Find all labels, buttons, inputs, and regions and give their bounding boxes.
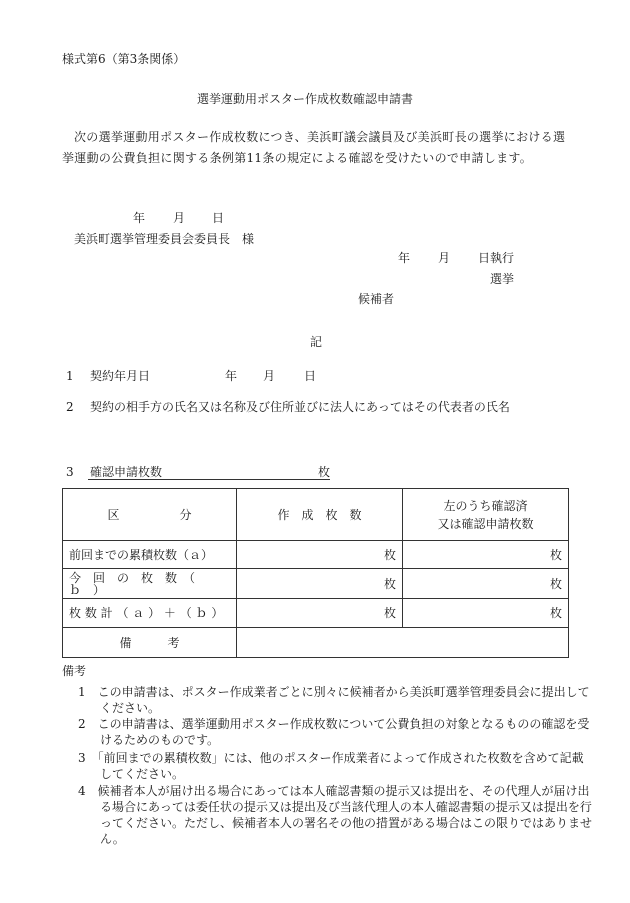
note-item: 3 「前回までの累積枚数」には、他のポスター作成業者によって作成された枚数を含めて記載してください。 [78,751,584,781]
item2-label: 契約の相手方の氏名又は名称及び住所並びに法人にあってはその代表者の氏名 [90,400,510,414]
item3-label: 確認申請枚数 [90,465,163,479]
row-label: 今 回 の 枚 数 （ ｂ ） [63,569,237,599]
confirmed-cell[interactable]: 枚 [403,541,569,569]
created-cell[interactable]: 枚 [237,541,403,569]
date-day: 日 [212,211,225,225]
confirmed-cell[interactable]: 枚 [403,599,569,628]
document-title: 選挙運動用ポスター作成枚数確認申請書 [197,92,414,106]
election-year: 年 [398,251,411,265]
note-item: 2 この申請書は、選挙運動用ポスター作成枚数について公費負担の対象となるものの確認を受けるためのものです。 [78,717,590,747]
intro-paragraph: 次の選挙運動用ポスター作成枚数につき、美浜町議会議員及び美浜町長の選挙における選挙運動の公費負担に関する条例第11条の規定による確認を受けたいので申請します。 [62,130,566,165]
addressee: 美浜町選挙管理委員会委員長 様 [74,232,255,246]
count-table [62,488,569,658]
item1-label: 契約年月日 [90,369,151,383]
table-header-row [63,489,569,541]
item1-year: 年 [225,369,238,383]
item3-number: 3 [66,465,74,479]
item2-number: 2 [66,400,74,414]
item1-day: 日 [304,369,317,383]
item1-number: 1 [66,369,74,383]
row-label: 前回までの累積枚数（ａ） [63,541,237,569]
row-label: 枚 数 計 （ ａ ） ＋ （ ｂ ） [63,599,237,628]
ki-label: 記 [310,335,323,349]
table-row [63,541,569,569]
notes-title: 備考 [62,664,87,678]
header-confirmed-line2: 又は確認申請枚数 [437,516,534,531]
date-month: 月 [173,211,186,225]
table-row [63,599,569,628]
remarks-label: 備 考 [63,628,237,658]
candidate-label: 候補者 [358,292,395,306]
header-confirmed-line1: 左のうち確認済 [443,498,528,513]
item3-unit: 枚 [318,465,331,479]
election-day-exec: 日執行 [478,251,515,265]
election-label: 選挙 [490,272,515,286]
header-category: 区 分 [63,489,237,541]
created-cell[interactable]: 枚 [237,599,403,628]
item1-month: 月 [263,369,276,383]
header-confirmed [403,489,569,541]
note-item: 4 候補者本人が届け出る場合にあっては本人確認書類の提示又は提出を、その代理人が届け出る場合にあっては委任状の提示又は提出及び当該代理人の本人確認書類の提示又は提出を行ってください。ただし、候補者本人の署名その他の措置がある場合はこの限りではありません。 [78,784,593,846]
item3-underline [88,479,330,480]
table-row-remarks [63,628,569,658]
created-cell[interactable]: 枚 [237,569,403,599]
confirmed-cell[interactable]: 枚 [403,569,569,599]
header-created: 作 成 枚 数 [237,489,403,541]
form-id: 様式第6（第3条関係） [62,52,186,66]
table-row [63,569,569,599]
remarks-cell[interactable] [237,628,569,658]
date-year: 年 [133,211,146,225]
note-item: 1 この申請書は、ポスター作成業者ごとに別々に候補者から美浜町選挙管理委員会に提出してください。 [78,685,590,715]
election-month: 月 [438,251,451,265]
